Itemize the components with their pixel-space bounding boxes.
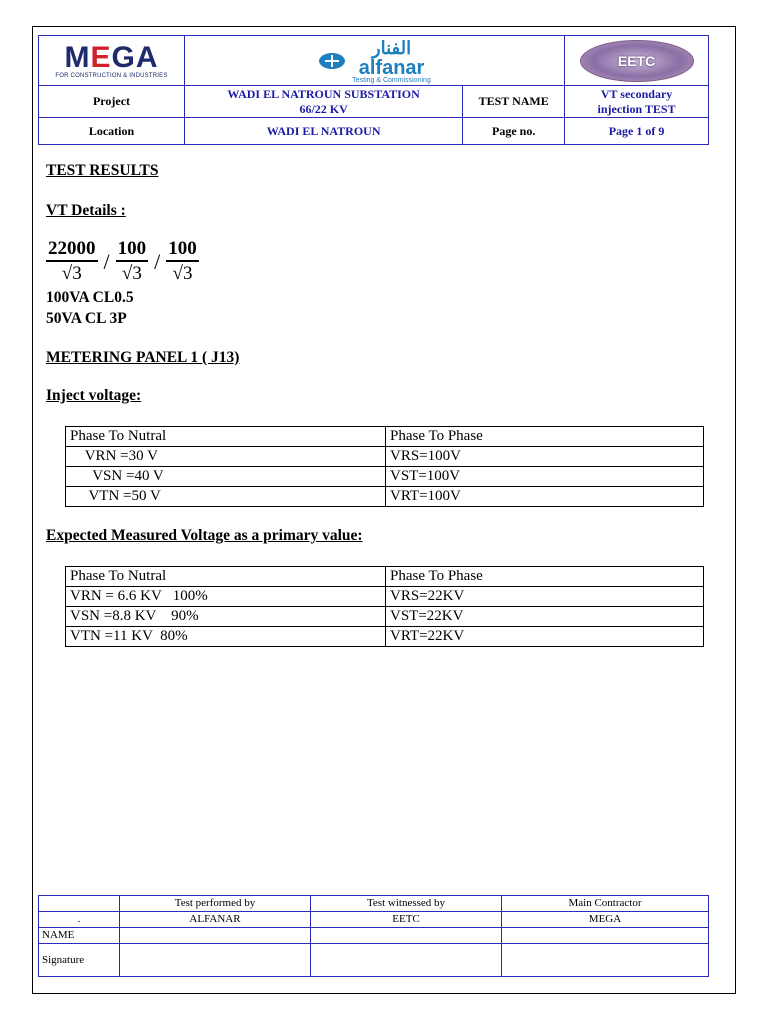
table-row: VTN =11 KV 80% VRT=22KV — [66, 627, 704, 647]
table-row: VRN =30 V VRS=100V — [66, 447, 704, 467]
inject-voltage-table — [65, 426, 704, 507]
expected-voltage-table — [65, 566, 704, 647]
test-results-heading: TEST RESULTS — [46, 162, 159, 179]
name-label: NAME — [39, 928, 120, 944]
signature-field-performed — [120, 944, 311, 977]
location-value: WADI EL NATROUN — [184, 118, 462, 145]
metering-panel-heading: METERING PANEL 1 ( J13) — [46, 349, 240, 366]
project-label: Project — [39, 86, 185, 118]
test-name-value: VT secondary injection TEST — [565, 86, 709, 118]
table-row: VTN =50 V VRT=100V — [66, 487, 704, 507]
table-row — [39, 944, 709, 977]
name-field-performed — [120, 928, 311, 944]
vt-details-heading: VT Details : — [46, 202, 126, 219]
mega-logo: MEGA FOR CONSTRUCTION & INDUSTRIES — [39, 36, 185, 86]
project-value: WADI EL NATROUN SUBSTATION 66/22 KV — [184, 86, 462, 118]
table-header-row: Phase To Nutral Phase To Phase — [66, 427, 704, 447]
alfanar-emblem-icon — [318, 51, 346, 71]
table-row — [39, 928, 709, 944]
expected-voltage-heading: Expected Measured Voltage as a primary value: — [46, 527, 363, 544]
signature-label: Signature — [39, 944, 120, 977]
signature-field-contractor — [502, 944, 709, 977]
burden-class-1: 100VA CL0.5 — [46, 289, 134, 306]
location-label: Location — [39, 118, 185, 145]
inject-voltage-heading: Inject voltage: — [46, 387, 142, 404]
document-header — [38, 35, 709, 145]
eetc-logo: EETC — [565, 36, 709, 86]
name-field-contractor — [502, 928, 709, 944]
signature-table — [38, 895, 709, 977]
ratio-tertiary: $\frac{100}{√3}$ — [168, 238, 197, 284]
signature-field-witnessed — [311, 944, 502, 977]
page-number: Page 1 of 9 — [565, 118, 709, 145]
table-row: . ALFANAR EETC MEGA — [39, 912, 709, 928]
page-label: Page no. — [463, 118, 565, 145]
ratio-primary: $\frac{22000}{√3}$ — [48, 238, 96, 284]
mega-tagline: FOR CONSTRUCTION & INDUSTRIES — [55, 72, 168, 79]
table-header-row: Test performed by Test witnessed by Main Contractor — [39, 896, 709, 912]
table-row: VRN = 6.6 KV 100% VRS=22KV — [66, 587, 704, 607]
table-row: VSN =8.8 KV 90% VST=22KV — [66, 607, 704, 627]
table-row: VSN =40 V VST=100V — [66, 467, 704, 487]
vt-ratio: $\frac{22000}{√3}$ / $\frac{100}{√3}$ / $\frac{100}{√3}$ — [48, 238, 197, 284]
table-header-row: Phase To Nutral Phase To Phase — [66, 567, 704, 587]
name-field-witnessed — [311, 928, 502, 944]
test-name-label: TEST NAME — [463, 86, 565, 118]
alfanar-logo: الفنار alfanar Testing & Commissioning — [184, 36, 564, 86]
burden-class-2: 50VA CL 3P — [46, 310, 127, 327]
ratio-secondary: $\frac{100}{√3}$ — [117, 238, 147, 284]
